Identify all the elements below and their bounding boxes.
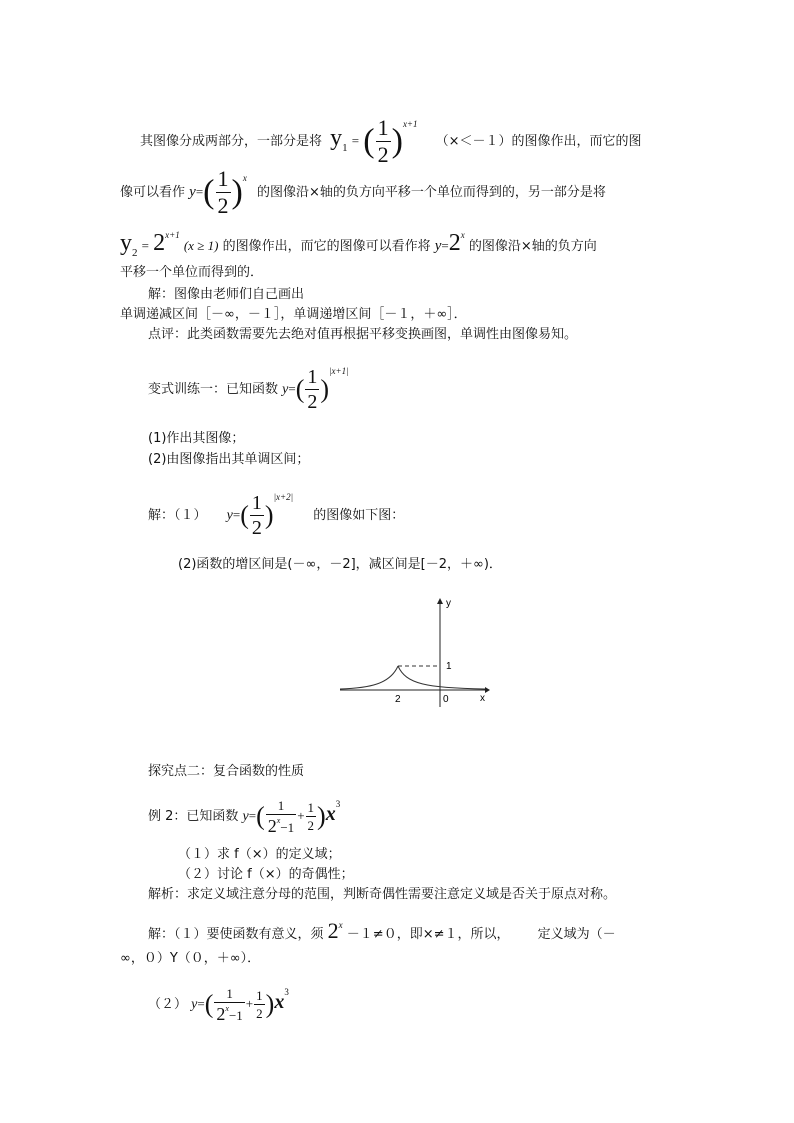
fraction-composite: $\frac{1}{2^x-1}$	[267, 797, 295, 836]
plus-sign: +	[297, 808, 305, 823]
y-axis-arrow	[437, 598, 443, 604]
para1-line2	[120, 168, 606, 216]
analysis: 解析：求定义域注意分母的范围，判断奇偶性需要注意定义域是否关于原点对称。	[148, 887, 617, 902]
fraction-half: $\frac{1}{2}$	[217, 166, 229, 218]
para1-text: 的图像沿×轴的负方向平移一个单位而得到的，另一部分是将	[256, 185, 606, 200]
paren-close: )	[320, 374, 330, 404]
answer-label: 解：（１）	[148, 508, 207, 523]
solution2-line2: ∞，０）Y（０，＋∞）．	[120, 951, 261, 966]
para1-text: 的图像沿×轴的负方向	[468, 239, 597, 254]
fraction-half: $\frac{1}{2}$	[307, 366, 318, 413]
para1-line1	[140, 114, 642, 167]
answer-tail: 的图像如下图：	[313, 508, 405, 523]
exponent: x	[460, 230, 465, 240]
comment: 点评：此类函数需要先去绝对值再根据平移变换画图，单调性由图像易知。	[148, 327, 578, 342]
condition-text: （×＜－１）的图像作出，而它的图	[435, 134, 642, 149]
formula-y: y	[191, 997, 198, 1012]
x-axis-label: x	[480, 693, 485, 704]
exponent: |x+2|	[273, 492, 294, 502]
variant-label: 变式训练一：已知函数	[148, 382, 279, 397]
part2-label: （２）	[148, 997, 188, 1012]
tick-label-0: 0	[443, 694, 449, 705]
section2-title: 探究点二：复合函数的性质	[148, 764, 305, 779]
paren-open: (	[295, 374, 305, 404]
equals-sign: =	[441, 238, 449, 253]
monotonic-intervals: 单调递减区间［－∞，－１］，单调递增区间［－１，＋∞］．	[120, 307, 467, 322]
base-2: 2	[153, 230, 166, 256]
variant-line	[148, 362, 349, 416]
paren-open: (	[203, 173, 215, 211]
equals-sign: =	[288, 381, 296, 396]
formula-y: y	[189, 184, 196, 200]
para1-line3	[120, 226, 597, 260]
equals-sign: =	[141, 238, 149, 253]
example2-q2: （２）讨论 f（×）的奇偶性；	[178, 867, 354, 882]
equals-sign: =	[232, 507, 241, 522]
paren-open: (	[204, 989, 214, 1019]
variant-q2: (2)由图像指出其单调区间；	[148, 452, 310, 467]
fraction-composite: $\frac{1}{2^x-1}$	[216, 985, 243, 1024]
paren-open: (	[363, 122, 375, 160]
base-2: 2	[448, 230, 461, 256]
condition: (x ≥ 1)	[183, 238, 219, 253]
exponent: |x+1|	[329, 366, 349, 376]
exponent: 3	[335, 799, 341, 809]
example2-q1: （１）求 f（×）的定义域；	[178, 847, 341, 862]
part2-line	[148, 980, 289, 1024]
exponent: x	[242, 173, 247, 183]
formula-y2: $y_2$	[120, 230, 138, 259]
x-cubed: x	[325, 803, 336, 825]
y-axis-label: y	[446, 598, 451, 609]
variant-answer	[148, 488, 404, 542]
fraction-half: $\frac{1}{2}$	[307, 800, 315, 833]
solution2-line1	[148, 916, 616, 946]
exponent: x+1	[402, 119, 418, 129]
base-2: 2	[327, 918, 339, 943]
plus-sign: +	[245, 996, 254, 1011]
tick-label-1: 1	[446, 661, 452, 672]
exponent: x+1	[165, 230, 180, 240]
fraction-half: $\frac{1}{2}$	[251, 492, 262, 539]
paren-open: (	[240, 500, 249, 530]
paren-close: )	[264, 500, 274, 530]
formula-y: y	[434, 238, 442, 254]
para1-text: 像可以看作	[120, 185, 186, 200]
solution-text: －１≠０，即×≠１，所以，	[346, 927, 510, 942]
paren-open: (	[256, 801, 265, 831]
solution-text: 解：（１）要使函数有意义，须	[148, 927, 324, 942]
para1-text: 的图像作出，而它的图像可以看作将	[222, 239, 431, 254]
variant-answer2: (2)函数的增区间是(－∞，－2]，减区间是[－2，＋∞)．	[178, 557, 502, 572]
tick-label-neg2: 2	[395, 694, 401, 705]
equals-sign: =	[195, 184, 204, 199]
formula-y: y	[226, 508, 233, 523]
formula-y: y	[242, 809, 249, 824]
equals-sign: =	[248, 808, 257, 823]
curve-right	[398, 666, 485, 689]
solution-text: 定义域为（－	[537, 927, 616, 942]
formula-y: y	[282, 382, 289, 397]
equals-sign: =	[197, 996, 205, 1011]
paren-close: )	[391, 122, 403, 160]
paren-close: )	[231, 173, 243, 211]
variant-q1: (1)作出其图像；	[148, 431, 245, 446]
function-graph	[330, 592, 500, 712]
paren-close: )	[317, 801, 326, 831]
para1-text: 其图像分成两部分，一部分是将	[140, 134, 323, 149]
formula-y1: $y_1$	[330, 125, 348, 154]
example2-line	[148, 792, 340, 836]
paren-close: )	[265, 989, 275, 1019]
curve-left	[340, 666, 398, 689]
equals-sign: =	[351, 133, 360, 148]
x-cubed: x	[274, 991, 285, 1013]
solution1: 解：图像由老师们自己画出	[148, 287, 305, 302]
fraction-half: $\frac{1}{2}$	[377, 115, 389, 167]
para1-line4: 平移一个单位而得到的．	[120, 265, 264, 280]
example-label: 例 2：已知函数	[148, 809, 239, 824]
x-axis-arrow	[485, 687, 490, 693]
fraction-half: $\frac{1}{2}$	[256, 988, 263, 1021]
exponent: x	[338, 920, 343, 930]
exponent: 3	[284, 987, 289, 997]
